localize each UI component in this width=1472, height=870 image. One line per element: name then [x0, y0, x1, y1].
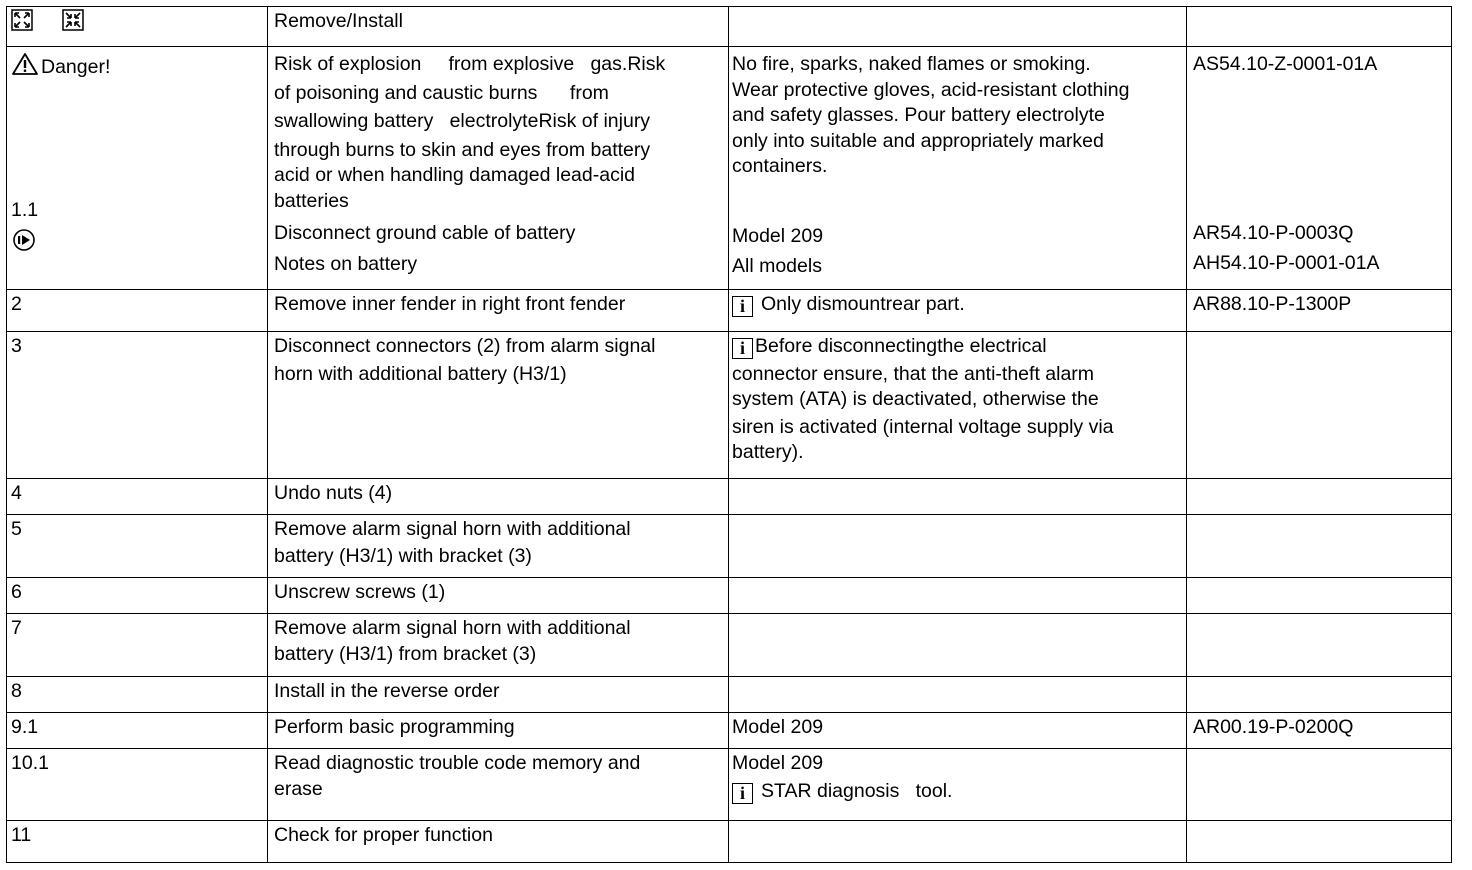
step-row [7, 578, 1452, 614]
step-row [7, 677, 1452, 713]
notes-operation-link[interactable]: Notes on battery [274, 252, 418, 275]
empty-ref-cell [1187, 821, 1452, 863]
step-note-line: system (ATA) is deactivated, otherwise the [732, 388, 1099, 410]
danger-label-cell [7, 47, 268, 290]
step-operation-cell [268, 614, 729, 677]
step-number: 8 [7, 677, 268, 713]
header-title: Remove/Install [268, 7, 729, 47]
step-row [7, 290, 1452, 332]
step-note-cell [729, 749, 1187, 821]
step-operation: Install in the reverse order [268, 677, 729, 713]
danger-measure-cell [729, 47, 1187, 290]
danger-label: Danger! [41, 56, 111, 78]
step-note: Model 209 [732, 224, 824, 247]
risk-text-line: batteries [274, 189, 349, 212]
step-note-line: Before disconnectingthe electrical [755, 335, 1047, 357]
empty-note-cell [729, 479, 1187, 515]
danger-ref-cell [1187, 47, 1452, 290]
empty-ref-cell [1187, 614, 1452, 677]
step-row [7, 821, 1452, 863]
measure-text-line: Wear protective gloves, acid-resistant clothing [732, 78, 1130, 101]
step-row [7, 614, 1452, 677]
step-note: Only dismountrear part. [761, 293, 965, 315]
empty-ref-cell [1187, 515, 1452, 578]
info-icon: i [732, 783, 753, 804]
collapse-icon[interactable] [62, 9, 84, 31]
empty-ref-cell [1187, 749, 1452, 821]
measure-text-line: only into suitable and appropriately marked [732, 129, 1104, 152]
step-operation: Check for proper function [268, 821, 729, 863]
danger-row [7, 47, 1452, 290]
notes-arrow-icon[interactable] [11, 228, 37, 252]
step-number: 1.1 [11, 198, 39, 221]
step-row [7, 332, 1452, 479]
step-note-line: connector ensure, that the anti-theft alarm [732, 362, 1095, 385]
empty-note-cell [729, 821, 1187, 863]
step-number: 10.1 [7, 749, 268, 821]
reference-link[interactable]: AR00.19-P-0200Q [1187, 713, 1452, 749]
step-operation-line: Remove alarm signal horn with additional [274, 617, 631, 639]
step-operation-cell [268, 515, 729, 578]
notes-note: All models [732, 255, 822, 277]
step-row [7, 749, 1452, 821]
header-row [7, 7, 1452, 47]
step-note-cell [729, 290, 1187, 332]
empty-ref-cell [1187, 677, 1452, 713]
step-operation-line: Remove alarm signal horn with additional [274, 518, 631, 540]
step-operation: Perform basic programming [268, 713, 729, 749]
empty-ref-cell [1187, 332, 1452, 479]
step-note-2: STAR diagnosis tool. [761, 779, 953, 802]
step-operation: Unscrew screws (1) [268, 578, 729, 614]
step-operation: Remove inner fender in right front fender [268, 290, 729, 332]
step-number: 9.1 [7, 713, 268, 749]
info-icon: i [732, 338, 753, 359]
step-operation-cell [268, 749, 729, 821]
expand-icon[interactable] [11, 9, 33, 31]
reference-link[interactable]: AR88.10-P-1300P [1187, 290, 1452, 332]
empty-note-cell [729, 515, 1187, 578]
step-note: Model 209 [732, 752, 824, 774]
step-operation-line: Disconnect connectors (2) from alarm signal [274, 335, 656, 357]
step-number: 6 [7, 578, 268, 614]
step-operation: Disconnect ground cable of battery [274, 222, 576, 244]
step-operation-cell [268, 332, 729, 479]
header-icons-cell [7, 7, 268, 47]
risk-text-line: of poisoning and caustic burns from [274, 81, 609, 104]
reference-link[interactable]: AH54.10-P-0001-01A [1193, 252, 1380, 274]
warning-triangle-icon [11, 52, 39, 76]
step-note-line: siren is activated (internal voltage supply via [732, 415, 1114, 438]
empty-note-cell [729, 578, 1187, 614]
step-row [7, 515, 1452, 578]
step-operation-line: Read diagnostic trouble code memory and [274, 752, 641, 774]
info-icon: i [732, 296, 753, 317]
step-number: 7 [7, 614, 268, 677]
empty-note-cell [729, 677, 1187, 713]
risk-text-line: Risk of explosion from explosive gas.Risk [274, 53, 666, 75]
measure-text-line: and safety glasses. Pour battery electrolyte [732, 104, 1105, 126]
step-number: 2 [7, 290, 268, 332]
measure-text-line: containers. [732, 155, 828, 177]
step-number: 11 [7, 821, 268, 863]
measure-text-line: No fire, sparks, naked flames or smoking. [732, 53, 1091, 75]
step-operation-line: horn with additional battery (H3/1) [274, 362, 567, 385]
header-empty-cell [1187, 7, 1452, 47]
reference-link[interactable]: AS54.10-Z-0001-01A [1193, 53, 1378, 75]
reference-link[interactable]: AR54.10-P-0003Q [1193, 221, 1354, 244]
step-note-cell [729, 332, 1187, 479]
danger-risk-cell [268, 47, 729, 290]
procedure-table [6, 6, 1452, 863]
step-row [7, 479, 1452, 515]
step-operation: Undo nuts (4) [268, 479, 729, 515]
step-operation-line: battery (H3/1) from bracket (3) [274, 642, 537, 665]
risk-text-line: through burns to skin and eyes from battery [274, 138, 651, 161]
empty-note-cell [729, 614, 1187, 677]
risk-text-line: acid or when handling damaged lead-acid [274, 164, 635, 186]
step-number: 3 [7, 332, 268, 479]
step-number: 4 [7, 479, 268, 515]
step-operation-line: erase [274, 777, 323, 800]
empty-ref-cell [1187, 578, 1452, 614]
step-note: Model 209 [729, 713, 1187, 749]
step-number: 5 [7, 515, 268, 578]
step-operation-line: battery (H3/1) with bracket (3) [274, 544, 532, 567]
header-empty-cell [729, 7, 1187, 47]
risk-text-line: swallowing battery electrolyteRisk of injury [274, 110, 651, 132]
empty-ref-cell [1187, 479, 1452, 515]
step-note-line: battery). [732, 441, 804, 463]
step-row [7, 713, 1452, 749]
